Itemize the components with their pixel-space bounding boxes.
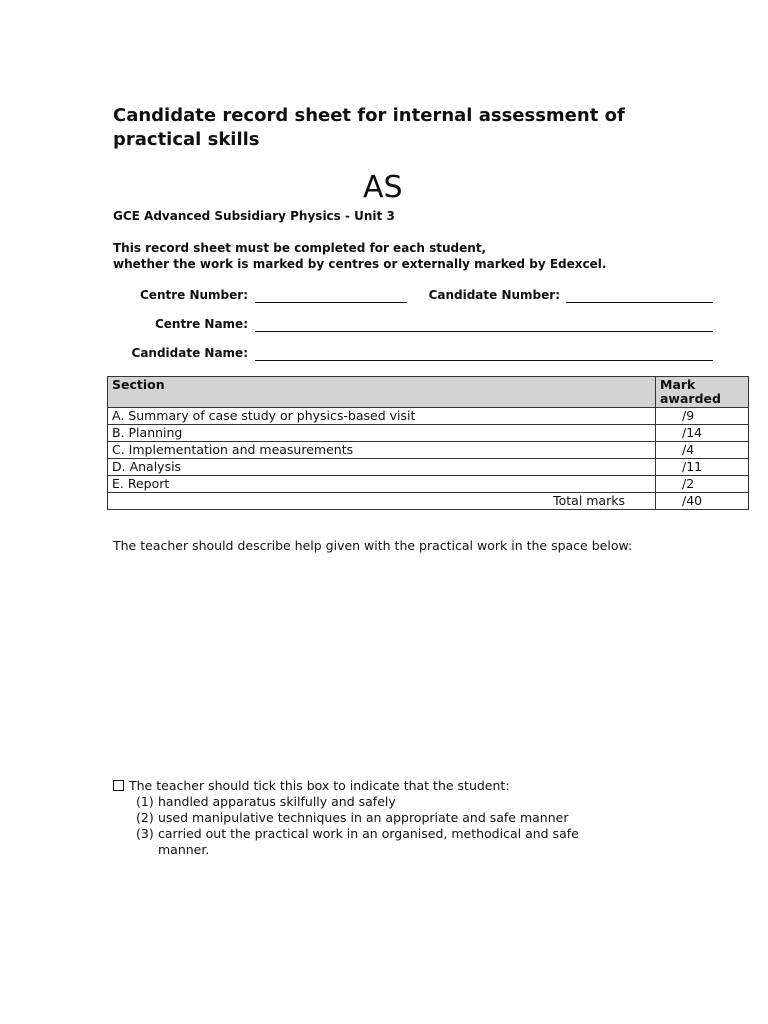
tick-intro-text: The teacher should tick this box to indicate that the student: <box>129 778 510 793</box>
mark-cell[interactable]: /11 <box>656 459 749 476</box>
centre-number-label: Centre Number: <box>140 288 248 302</box>
total-row <box>108 493 749 510</box>
candidate-number-field[interactable] <box>566 288 713 303</box>
total-label: Total marks <box>108 493 656 510</box>
section-cell: A. Summary of case study or physics-based visit <box>108 408 656 425</box>
mark-cell[interactable]: /14 <box>656 425 749 442</box>
centre-name-field[interactable] <box>255 317 713 332</box>
teacher-help-prompt: The teacher should describe help given with the practical work in the space below: <box>113 538 633 553</box>
criterion-text: handled apparatus skilfully and safely <box>158 794 396 809</box>
total-mark-cell[interactable]: /40 <box>656 493 749 510</box>
candidate-name-label: Candidate Name: <box>131 346 248 360</box>
table-row <box>108 425 749 442</box>
criterion-text: carried out the practical work in an organised, methodical and safe manner. <box>158 826 579 857</box>
criterion-number: (1) <box>136 794 154 809</box>
criterion-number: (3) <box>136 826 154 841</box>
candidate-name-field[interactable] <box>255 346 713 361</box>
section-cell: D. Analysis <box>108 459 656 476</box>
criterion-number: (2) <box>136 810 154 825</box>
section-column-header: Section <box>108 377 656 408</box>
candidate-number-label: Candidate Number: <box>428 288 560 302</box>
section-cell: C. Implementation and measurements <box>108 442 656 459</box>
instruction-line-2: whether the work is marked by centres or externally marked by Edexcel. <box>113 257 607 271</box>
table-row <box>108 476 749 493</box>
table-row <box>108 442 749 459</box>
document-title: Candidate record sheet for internal assessment of practical skills <box>113 105 625 150</box>
tick-section <box>113 778 593 858</box>
mark-cell[interactable]: /4 <box>656 442 749 459</box>
table-row <box>108 408 749 425</box>
mark-column-header: Mark awarded <box>656 377 749 408</box>
tick-intro-line <box>113 778 593 794</box>
level-heading: AS <box>363 170 403 205</box>
qualification-line: GCE Advanced Subsidiary Physics - Unit 3 <box>113 209 395 223</box>
section-cell: B. Planning <box>108 425 656 442</box>
mark-cell[interactable]: /2 <box>656 476 749 493</box>
table-row <box>108 459 749 476</box>
criterion-item <box>136 826 593 858</box>
section-cell: E. Report <box>108 476 656 493</box>
instruction-line-1: This record sheet must be completed for each student, <box>113 241 487 255</box>
criterion-item <box>136 794 593 810</box>
tick-checkbox[interactable] <box>113 780 124 791</box>
mark-cell[interactable]: /9 <box>656 408 749 425</box>
centre-name-label: Centre Name: <box>154 317 248 331</box>
criterion-text: used manipulative techniques in an appropriate and safe manner <box>158 810 569 825</box>
table-header-row <box>108 377 749 408</box>
marks-table <box>107 376 749 510</box>
criterion-item <box>136 810 593 826</box>
centre-number-field[interactable] <box>255 288 407 303</box>
instruction-text <box>113 240 606 272</box>
